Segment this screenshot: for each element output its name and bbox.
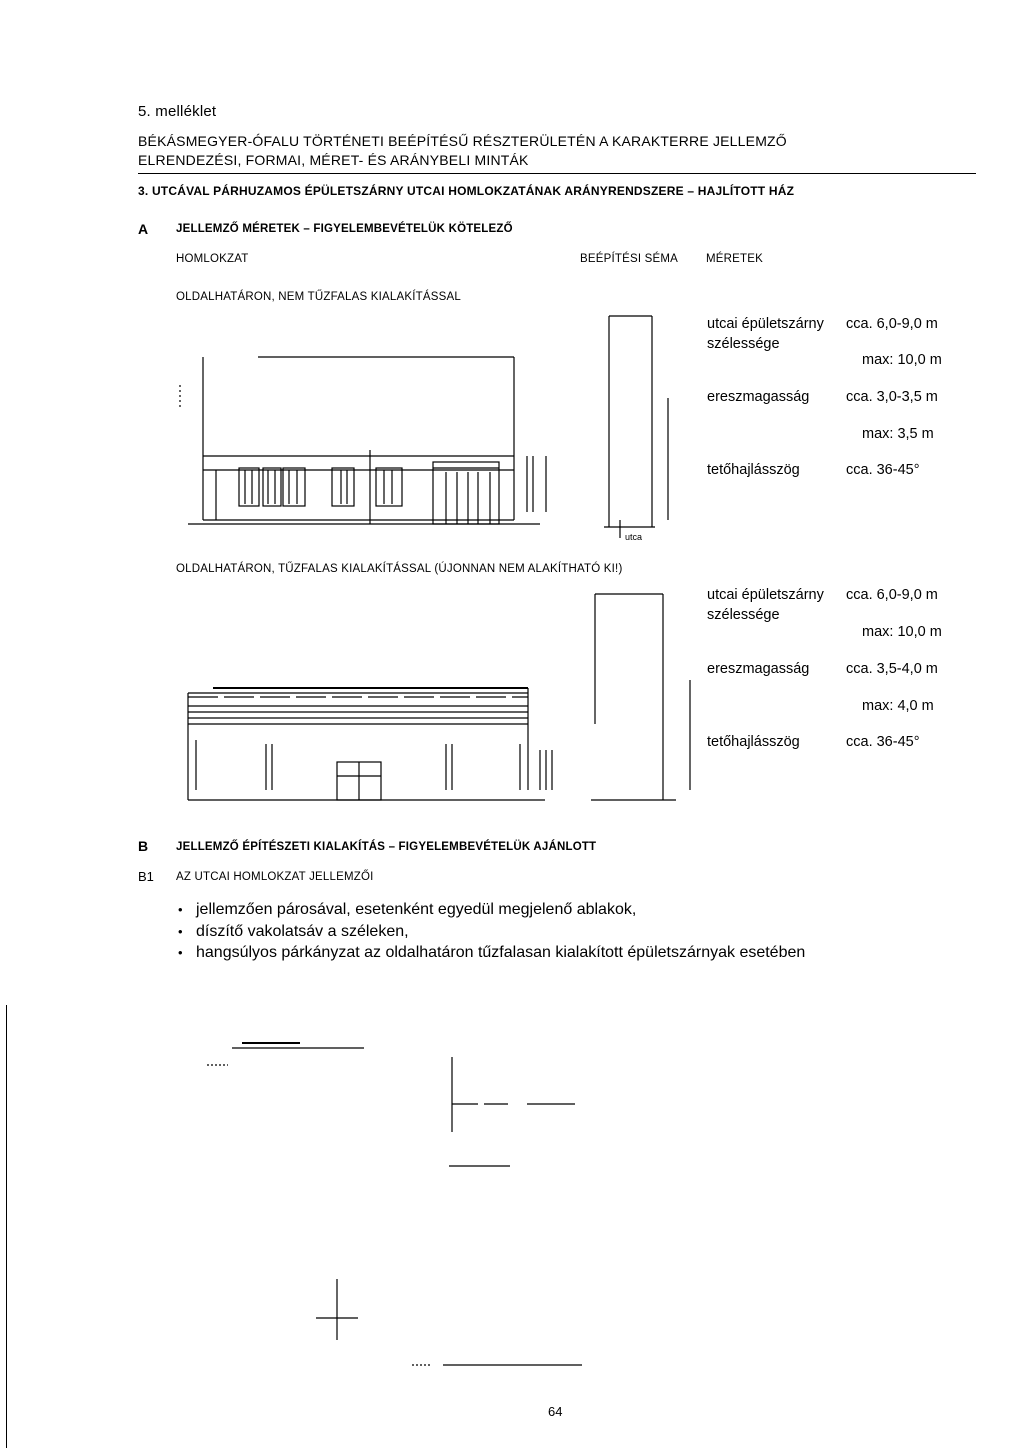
v1-width-value: cca. 6,0-9,0 m <box>846 316 938 332</box>
v1-width-label: utcai épületszárny <box>707 316 824 332</box>
left-edge-mark <box>6 1005 7 1448</box>
section-a-title: JELLEMZŐ MÉRETEK – FIGYELEMBEVÉTELÜK KÖTELEZŐ <box>176 223 513 235</box>
v2-roof-value: cca. 36-45° <box>846 734 920 750</box>
v1-eave-value: cca. 3,0-3,5 m <box>846 389 938 405</box>
v2-width-label: utcai épületszárny <box>707 587 824 603</box>
v2-eave-max: max: 4,0 m <box>862 698 934 714</box>
list-item: • jellemzően párosával, esetenként egyedül megjelenő ablakok, <box>172 899 805 921</box>
v2-eave-value: cca. 3,5-4,0 m <box>846 661 938 677</box>
street-label: utca <box>625 532 643 542</box>
variant-2-heading: OLDALHATÁRON, TŰZFALAS KIALAKÍTÁSSAL (ÚJONNAN NEM ALAKÍTHATÓ KI!) <box>176 563 623 575</box>
b1-title: AZ UTCAI HOMLOKZAT JELLEMZŐI <box>176 871 374 883</box>
v1-width-label-2: szélessége <box>707 336 780 352</box>
column-header-beepitesi-sema: BEÉPÍTÉSI SÉMA <box>580 253 679 265</box>
page-number: 64 <box>548 1404 563 1419</box>
b1-label: B1 <box>138 869 154 884</box>
column-header-homlokzat: HOMLOKZAT <box>176 253 249 265</box>
section-b-letter: B <box>138 838 149 854</box>
document-title-line-1: BÉKÁSMEGYER-ÓFALU TÖRTÉNETI BEÉPÍTÉSŰ RÉSZTERÜLETÉN A KARAKTERRE JELLEMZŐ <box>138 133 787 149</box>
v1-eave-max: max: 3,5 m <box>862 426 934 442</box>
annex-label: 5. melléklet <box>138 103 217 120</box>
v1-roof-value: cca. 36-45° <box>846 462 920 478</box>
v1-roof-label: tetőhajlásszög <box>707 462 800 478</box>
v1-eave-label: ereszmagasság <box>707 389 810 405</box>
v2-width-value: cca. 6,0-9,0 m <box>846 587 938 603</box>
section-a-letter: A <box>138 221 149 237</box>
list-item: • hangsúlyos párkányzat az oldalhatáron tűzfalasan kialakított épületszárnyak esetében <box>172 942 805 964</box>
v2-roof-label: tetőhajlásszög <box>707 734 800 750</box>
v2-width-label-2: szélessége <box>707 607 780 623</box>
list-item: • díszítő vakolatsáv a széleken, <box>172 921 805 943</box>
column-header-meretek: MÉRETEK <box>706 253 763 265</box>
section-b-title: JELLEMZŐ ÉPÍTÉSZETI KIALAKÍTÁS – FIGYELEMBEVÉTELÜK AJÁNLOTT <box>176 841 597 853</box>
v2-width-max: max: 10,0 m <box>862 624 942 640</box>
v2-eave-label: ereszmagasság <box>707 661 810 677</box>
document-title-line-2: ELRENDEZÉSI, FORMAI, MÉRET- ÉS ARÁNYBELI MINTÁK <box>138 152 529 168</box>
variant-1-heading: OLDALHATÁRON, NEM TŰZFALAS KIALAKÍTÁSSAL <box>176 291 461 303</box>
v1-width-max: max: 10,0 m <box>862 352 942 368</box>
section-subtitle: 3. UTCÁVAL PÁRHUZAMOS ÉPÜLETSZÁRNY UTCAI HOMLOKZATÁNAK ARÁNYRENDSZERE – HAJLÍTOTT HÁZ <box>138 184 795 198</box>
